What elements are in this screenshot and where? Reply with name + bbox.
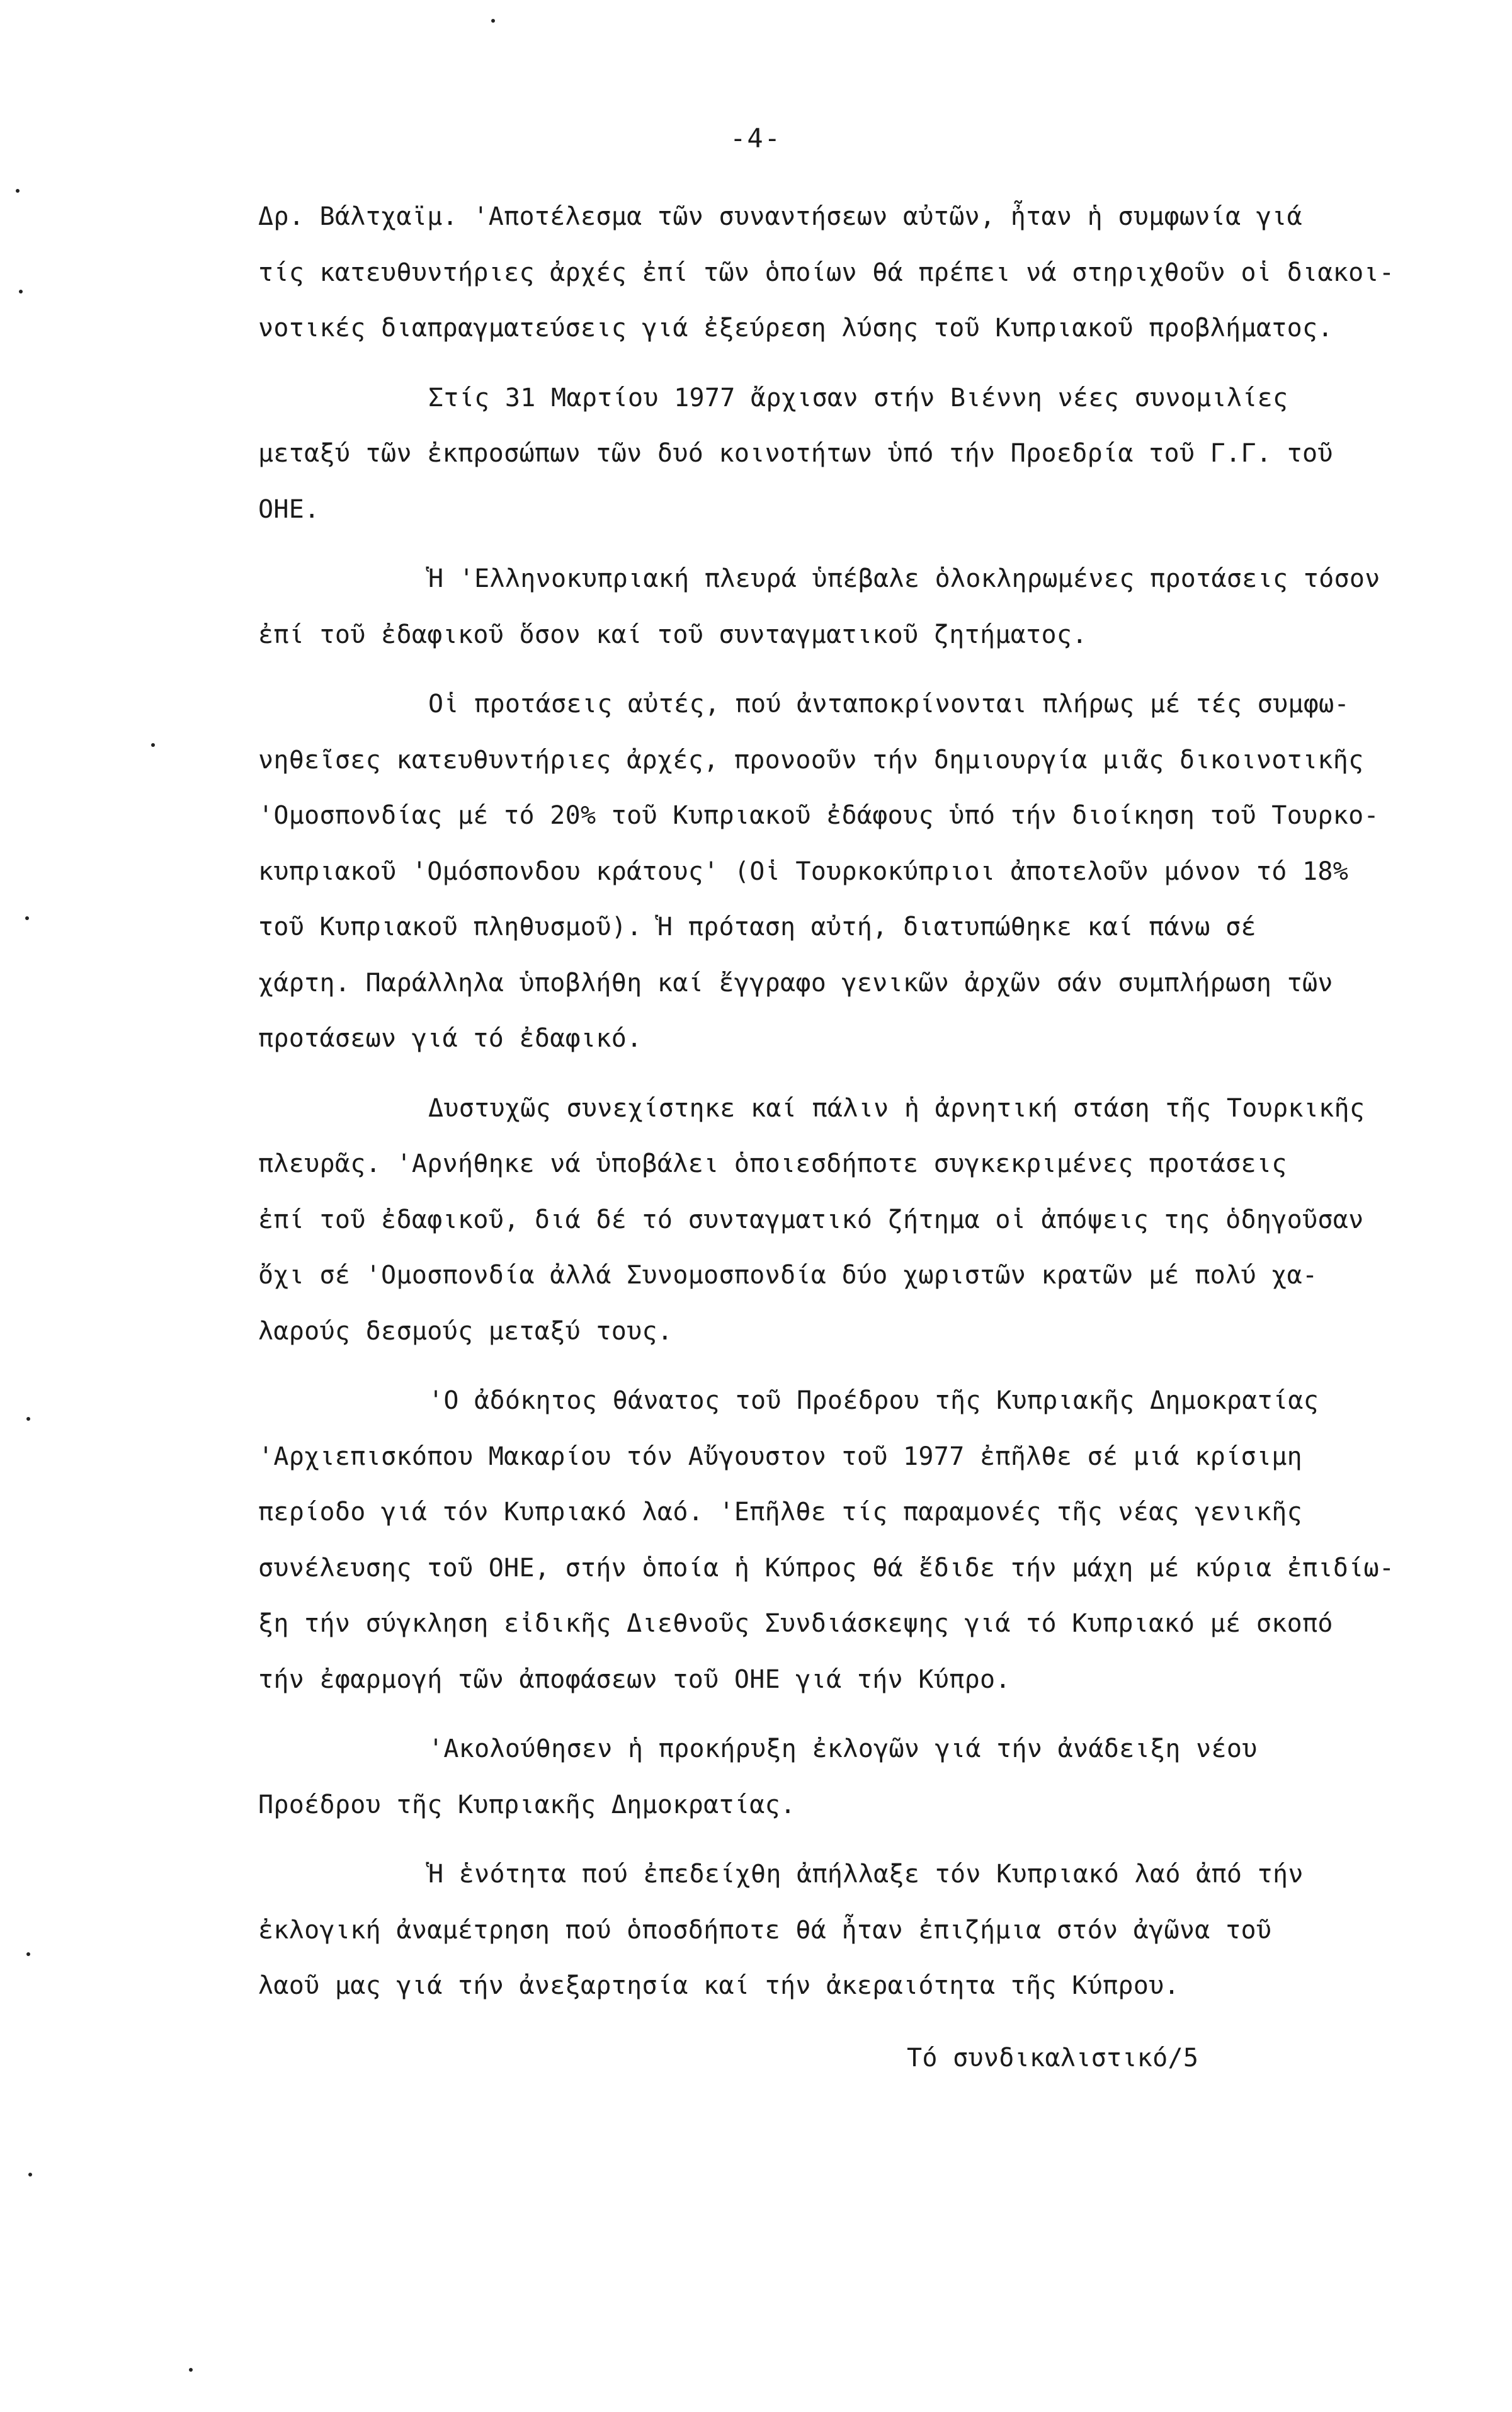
text-line: 'Αρχιεπισκόπου Μακαρίου τόν Αὔγουστον τοῦ 1977 ἐπῆλθε σέ μιά κρίσιμη bbox=[258, 1442, 1302, 1471]
text-line: ἐπί τοῦ ἐδαφικοῦ, διά δέ τό συνταγματικό ζήτημα οἱ ἀπόψεις της ὁδηγοῦσαν bbox=[258, 1205, 1364, 1234]
scan-speck bbox=[151, 743, 155, 747]
scan-speck bbox=[189, 2368, 193, 2372]
paragraph-gap bbox=[258, 663, 1411, 676]
paragraph bbox=[258, 676, 1411, 1067]
paragraph-gap bbox=[258, 1833, 1411, 1846]
continuation-note: Τό συνδικαλιστικό/5 bbox=[907, 2044, 1199, 2073]
text-line: ἐπί τοῦ ἐδαφικοῦ ὅσον καί τοῦ συνταγματικοῦ ζητήματος. bbox=[258, 620, 1088, 649]
text-line: 'Ακολούθησεν ἡ προκήρυξη ἐκλογῶν γιά τήν ἀνάδειξη νέου bbox=[428, 1734, 1258, 1763]
text-line: ἐκλογική ἀναμέτρηση πού ὁποσδήποτε θά ἦταν ἐπιζήμια στόν ἀγῶνα τοῦ bbox=[258, 1915, 1272, 1945]
text-line: ξη τήν σύγκληση εἰδικῆς Διεθνοῦς Συνδιάσκεψης γιά τό Κυπριακό μέ σκοπό bbox=[258, 1609, 1333, 1638]
page-number: -4- bbox=[730, 123, 782, 154]
text-line: τήν ἐφαρμογή τῶν ἀποφάσεων τοῦ ΟΗΕ γιά τήν Κύπρο. bbox=[258, 1664, 1011, 1694]
paragraph bbox=[258, 1373, 1411, 1707]
text-line: μεταξύ τῶν ἐκπροσώπων τῶν δυό κοινοτήτων ὑπό τήν Προεδρία τοῦ Γ.Γ. τοῦ bbox=[258, 439, 1333, 468]
text-line: χάρτη. Παράλληλα ὑποβλήθη καί ἔγγραφο γενικῶν ἀρχῶν σάν συμπλήρωση τῶν bbox=[258, 968, 1333, 998]
text-line: ὄχι σέ 'Ομοσπονδία ἀλλά Συνομοσπονδία δύο χωριστῶν κρατῶν μέ πολύ χα- bbox=[258, 1261, 1318, 1290]
paragraph-gap bbox=[258, 1359, 1411, 1373]
paragraph bbox=[258, 1081, 1411, 1360]
text-line: Στίς 31 Μαρτίου 1977 ἄρχισαν στήν Βιέννη νέες συνομιλίες bbox=[428, 383, 1288, 412]
paragraph bbox=[258, 1846, 1411, 2014]
scan-speck bbox=[28, 2173, 32, 2176]
text-line: Προέδρου τῆς Κυπριακῆς Δημοκρατίας. bbox=[258, 1790, 796, 1819]
text-line: συνέλευσης τοῦ ΟΗΕ, στήν ὁποία ἡ Κύπρος θά ἔδιδε τήν μάχη μέ κύρια ἐπιδίω- bbox=[258, 1553, 1395, 1583]
text-line: λαοῦ μας γιά τήν ἀνεξαρτησία καί τήν ἀκεραιότητα τῆς Κύπρου. bbox=[258, 1971, 1179, 2000]
paragraph bbox=[258, 370, 1411, 538]
text-line: περίοδο γιά τόν Κυπριακό λαό. 'Επῆλθε τίς παραμονές τῆς νέας γενικῆς bbox=[258, 1498, 1302, 1527]
text-line: κυπριακοῦ 'Ομόσπονδου κράτους' (Οἱ Τουρκοκύπριοι ἀποτελοῦν μόνον τό 18% bbox=[258, 856, 1349, 886]
text-line: προτάσεων γιά τό ἐδαφικό. bbox=[258, 1024, 642, 1053]
text-line: τοῦ Κυπριακοῦ πληθυσμοῦ). Ἡ πρόταση αὐτή, διατυπώθηκε καί πάνω σέ bbox=[258, 913, 1256, 941]
text-line: ΟΗΕ. bbox=[258, 494, 320, 524]
paragraph-gap bbox=[258, 537, 1411, 551]
text-line: λαρούς δεσμούς μεταξύ τους. bbox=[258, 1316, 673, 1346]
paragraph bbox=[258, 551, 1411, 663]
scan-speck bbox=[26, 1417, 30, 1421]
text-line: τίς κατευθυντήριες ἀρχές ἐπί τῶν ὁποίων θά πρέπει νά στηριχθοῦν οἱ διακοι- bbox=[258, 258, 1395, 287]
text-line: 'Ο ἀδόκητος θάνατος τοῦ Προέδρου τῆς Κυπριακῆς Δημοκρατίας bbox=[428, 1386, 1319, 1415]
text-line: 'Ομοσπονδίας μέ τό 20% τοῦ Κυπριακοῦ ἐδάφους ὑπό τήν διοίκηση τοῦ Τουρκο- bbox=[258, 801, 1379, 830]
document-body bbox=[258, 189, 1411, 2014]
paragraph-gap bbox=[258, 1707, 1411, 1721]
scan-speck bbox=[19, 290, 23, 293]
text-line: πλευρᾶς. 'Αρνήθηκε νά ὑποβάλει ὁποιεσδήποτε συγκεκριμένες προτάσεις bbox=[258, 1149, 1287, 1178]
paragraph bbox=[258, 189, 1411, 356]
paragraph-gap bbox=[258, 1067, 1411, 1081]
text-line: νηθεῖσες κατευθυντήριες ἀρχές, προνοοῦν τήν δημιουργία μιᾶς δικοινοτικῆς bbox=[258, 745, 1364, 775]
scan-speck bbox=[25, 916, 29, 920]
text-line: Δρ. Βάλτχαϊμ. 'Αποτέλεσμα τῶν συναντήσεων αὐτῶν, ἦταν ἡ συμφωνία γιά bbox=[258, 202, 1302, 231]
scan-speck bbox=[491, 19, 495, 23]
text-line: Οἱ προτάσεις αὐτές, πού ἀνταποκρίνονται πλήρως μέ τές συμφω- bbox=[428, 690, 1350, 719]
text-line: Ἡ ἑνότητα πού ἐπεδείχθη ἀπήλλαξε τόν Κυπριακό λαό ἀπό τήν bbox=[428, 1860, 1304, 1889]
text-line: Ἡ 'Ελληνοκυπριακή πλευρά ὑπέβαλε ὁλοκληρωμένες προτάσεις τόσον bbox=[428, 564, 1380, 593]
paragraph-gap bbox=[258, 356, 1411, 370]
text-line: Δυστυχῶς συνεχίστηκε καί πάλιν ἡ ἀρνητική στάση τῆς Τουρκικῆς bbox=[428, 1093, 1365, 1123]
scan-speck bbox=[26, 1952, 30, 1956]
text-line: νοτικές διαπραγματεύσεις γιά ἐξεύρεση λύσης τοῦ Κυπριακοῦ προβλήματος. bbox=[258, 314, 1333, 343]
paragraph bbox=[258, 1721, 1411, 1833]
scan-speck bbox=[16, 189, 20, 193]
